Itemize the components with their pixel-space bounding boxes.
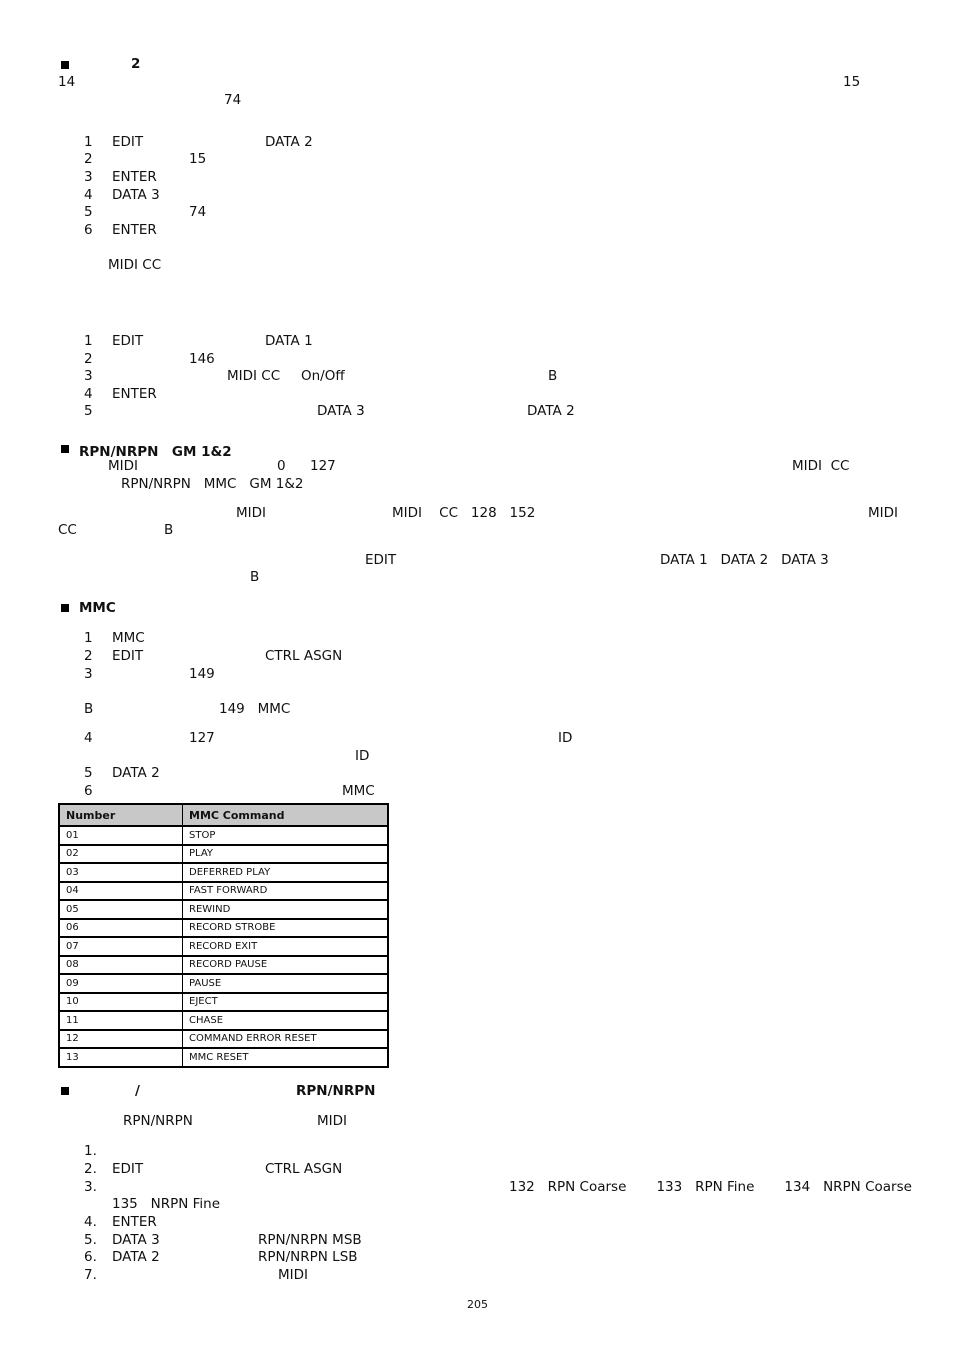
table-row xyxy=(59,1030,388,1049)
bullet-square-icon xyxy=(61,445,69,453)
step-text: 135 NRPN Fine xyxy=(112,1196,221,1212)
step-number: 6 xyxy=(84,222,93,238)
step-number: 1 xyxy=(84,630,93,646)
step-text: DATA 2 xyxy=(112,765,160,781)
step-text: DATA 3 xyxy=(317,403,365,419)
text: MIDI CC 128 152 xyxy=(392,505,536,521)
text: MIDI xyxy=(317,1113,348,1129)
step-number: 2 xyxy=(84,351,93,367)
step-text: DATA 3 xyxy=(112,187,160,203)
step-text: CTRL ASGN xyxy=(265,1161,343,1177)
step-number: 3. xyxy=(84,1179,97,1195)
table-row xyxy=(59,956,388,975)
text: B xyxy=(164,522,174,538)
cell-command: PLAY xyxy=(183,845,389,864)
table-row xyxy=(59,882,388,901)
cell-command: STOP xyxy=(183,826,389,845)
cell-number: 04 xyxy=(59,882,183,901)
text: RPN/NRPN xyxy=(123,1113,193,1129)
step-text: ENTER xyxy=(112,386,157,402)
step-text: 15 xyxy=(189,151,207,167)
step-text: EDIT xyxy=(112,333,144,349)
step-text: DATA 1 xyxy=(265,333,313,349)
step-text: DATA 2 xyxy=(112,1249,160,1265)
step-text: DATA 3 xyxy=(112,1232,160,1248)
text: MIDI xyxy=(108,458,139,474)
step-text: B xyxy=(548,368,558,384)
cell-number: 01 xyxy=(59,826,183,845)
cell-command: FAST FORWARD xyxy=(183,882,389,901)
step-number: 2. xyxy=(84,1161,97,1177)
step-text: ID xyxy=(558,730,573,746)
cell-number: 02 xyxy=(59,845,183,864)
step-text: 149 xyxy=(189,666,215,682)
step-text: MIDI CC xyxy=(227,368,281,384)
step-number: 5 xyxy=(84,403,93,419)
step-text: EDIT xyxy=(112,1161,144,1177)
step-number: 4 xyxy=(84,187,93,203)
step-text: DATA 2 xyxy=(265,134,313,150)
step-text: DATA 2 xyxy=(527,403,575,419)
step-text: On/Off xyxy=(301,368,345,384)
section-title-part: RPN/NRPN xyxy=(296,1083,376,1099)
section-title: RPN/NRPN GM 1&2 xyxy=(79,444,232,460)
table-row xyxy=(59,845,388,864)
column-header-number: Number xyxy=(59,804,183,826)
table-row xyxy=(59,1048,388,1067)
cell-command: CHASE xyxy=(183,1011,389,1030)
cell-number: 07 xyxy=(59,937,183,956)
cell-command: PAUSE xyxy=(183,974,389,993)
step-text: EDIT xyxy=(112,648,144,664)
step-text: 127 xyxy=(189,730,215,746)
cell-command: REWIND xyxy=(183,900,389,919)
text: 74 xyxy=(224,92,242,108)
text: MIDI xyxy=(868,505,899,521)
step-number: 1. xyxy=(84,1143,97,1159)
step-number: 3 xyxy=(84,368,93,384)
cell-number: 10 xyxy=(59,993,183,1012)
step-number: 1 xyxy=(84,333,93,349)
section-title-part: / xyxy=(135,1083,140,1099)
table-row xyxy=(59,900,388,919)
step-number: 2 xyxy=(84,648,93,664)
step-number: 4 xyxy=(84,386,93,402)
cell-number: 09 xyxy=(59,974,183,993)
cell-command: RECORD PAUSE xyxy=(183,956,389,975)
step-text: 132 RPN Coarse 133 RPN Fine 134 NRPN Coarse xyxy=(509,1179,912,1195)
step-text: RPN/NRPN LSB xyxy=(258,1249,358,1265)
cell-number: 13 xyxy=(59,1048,183,1067)
step-text: EDIT xyxy=(112,134,144,150)
text: MIDI CC xyxy=(792,458,850,474)
step-text: 74 xyxy=(189,204,207,220)
cell-command: MMC RESET xyxy=(183,1048,389,1067)
step-number: 7. xyxy=(84,1267,97,1283)
table-row xyxy=(59,974,388,993)
mmc-command-table xyxy=(58,803,389,1068)
step-number: 6. xyxy=(84,1249,97,1265)
step-text: MIDI xyxy=(278,1267,309,1283)
step-number: 5 xyxy=(84,765,93,781)
note-text: 149 MMC xyxy=(219,701,291,717)
cell-number: 03 xyxy=(59,863,183,882)
step-text: 146 xyxy=(189,351,215,367)
step-text: ENTER xyxy=(112,222,157,238)
bullet-square-icon xyxy=(61,604,69,612)
step-number: 2 xyxy=(84,151,93,167)
table-row xyxy=(59,1011,388,1030)
section-title: MMC xyxy=(79,600,116,616)
table-row xyxy=(59,993,388,1012)
step-number: 4. xyxy=(84,1214,97,1230)
text: 127 xyxy=(310,458,336,474)
step-number: 5. xyxy=(84,1232,97,1248)
cell-number: 05 xyxy=(59,900,183,919)
table-row xyxy=(59,919,388,938)
column-header-command: MMC Command xyxy=(183,804,389,826)
table-row xyxy=(59,937,388,956)
table-row xyxy=(59,826,388,845)
step-text: CTRL ASGN xyxy=(265,648,343,664)
bullet-square-icon xyxy=(61,1087,69,1095)
cell-number: 08 xyxy=(59,956,183,975)
note-text: B xyxy=(84,701,94,717)
text: CC xyxy=(58,522,77,538)
text: 0 xyxy=(277,458,286,474)
step-text: ENTER xyxy=(112,169,157,185)
step-number: 5 xyxy=(84,204,93,220)
note-text: MIDI CC xyxy=(108,257,162,273)
step-number: 3 xyxy=(84,666,93,682)
cell-command: RECORD EXIT xyxy=(183,937,389,956)
cell-command: COMMAND ERROR RESET xyxy=(183,1030,389,1049)
step-text: ID xyxy=(355,748,370,764)
text: RPN/NRPN MMC GM 1&2 xyxy=(121,476,304,492)
page-number: 205 xyxy=(467,1298,488,1311)
table-row xyxy=(59,863,388,882)
cell-command: DEFERRED PLAY xyxy=(183,863,389,882)
cell-command: EJECT xyxy=(183,993,389,1012)
text: EDIT xyxy=(365,552,397,568)
text: 14 xyxy=(58,74,76,90)
step-number: 4 xyxy=(84,730,93,746)
text: 15 xyxy=(843,74,861,90)
step-text: ENTER xyxy=(112,1214,157,1230)
section-title: 2 xyxy=(131,56,141,72)
table-header-row xyxy=(59,804,388,826)
cell-command: RECORD STROBE xyxy=(183,919,389,938)
step-text: MMC xyxy=(112,630,145,646)
cell-number: 12 xyxy=(59,1030,183,1049)
text: MIDI xyxy=(236,505,267,521)
step-number: 1 xyxy=(84,134,93,150)
bullet-square-icon xyxy=(61,61,69,69)
step-number: 6 xyxy=(84,783,93,799)
text: B xyxy=(250,569,260,585)
cell-number: 06 xyxy=(59,919,183,938)
cell-number: 11 xyxy=(59,1011,183,1030)
step-number: 3 xyxy=(84,169,93,185)
step-text: RPN/NRPN MSB xyxy=(258,1232,362,1248)
step-text: MMC xyxy=(342,783,375,799)
text: DATA 1 DATA 2 DATA 3 xyxy=(660,552,829,568)
